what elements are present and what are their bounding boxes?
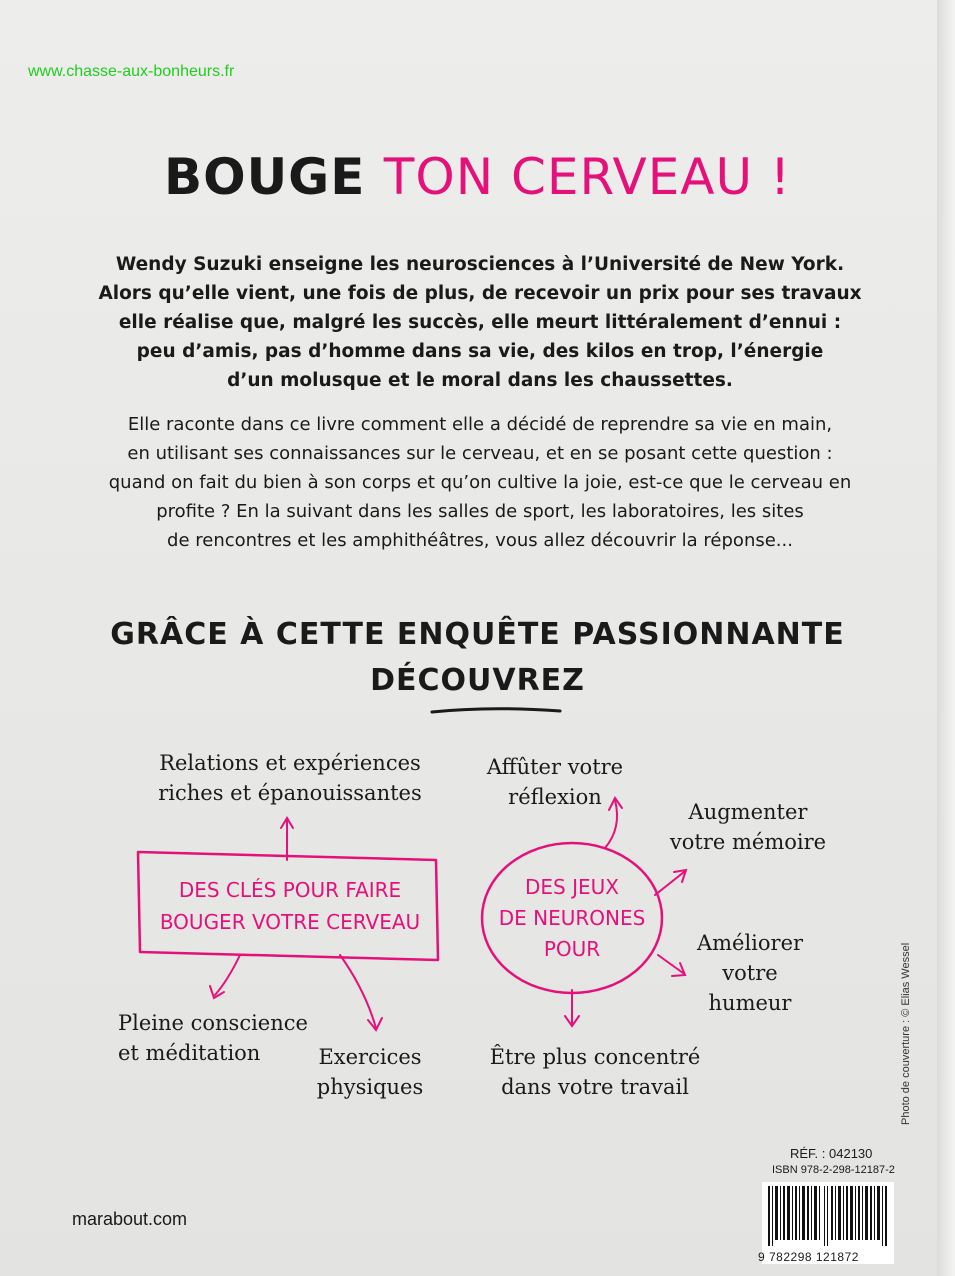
- item-line: Pleine conscience: [118, 1011, 308, 1035]
- left-box-line-2: BOUGER VOTRE CERVEAU: [159, 910, 421, 934]
- arrow-down-left: [215, 955, 240, 995]
- arrow-lower-right: [658, 955, 683, 973]
- item-exercises: [300, 1042, 440, 1102]
- item-mood: [690, 928, 810, 1018]
- heading-line-1: GRÂCE À CETTE ENQUÊTE PASSIONNANTE: [110, 617, 845, 652]
- intro-line: elle réalise que, malgré les succès, elle meurt littéralement d’ennui :: [118, 312, 842, 333]
- right-circle-line-3: POUR: [543, 937, 601, 961]
- body-line: en utilisant ses connaissances sur le cerveau, et en se posant cette question :: [127, 443, 833, 464]
- item-line: Affûter votre: [486, 755, 624, 779]
- intro-line: Wendy Suzuki enseigne les neurosciences à l’Université de New York.: [115, 254, 845, 275]
- right-circle-text: [492, 872, 652, 965]
- item-mindfulness: [118, 1008, 318, 1068]
- right-circle-line-1: DES JEUX: [525, 875, 619, 899]
- left-box-text: [150, 874, 430, 938]
- barcode-digits: 9 782298 121872: [758, 1250, 859, 1264]
- item-relations: [150, 748, 430, 808]
- intro-line: d’un molusque et le moral dans les chaussettes.: [227, 370, 733, 391]
- body-line: de rencontres et les amphithéâtres, vous allez découvrir la réponse...: [167, 530, 793, 551]
- item-line: Être plus concentré: [489, 1045, 701, 1069]
- item-line: votre mémoire: [669, 830, 827, 854]
- item-line: et méditation: [118, 1041, 261, 1065]
- right-circle-line-2: DE NEURONES: [498, 906, 646, 930]
- item-line: Exercices: [318, 1045, 422, 1069]
- arrow-down-right: [340, 955, 376, 1028]
- item-memory: [668, 797, 828, 857]
- body-line: profite ? En la suivant dans les salles de sport, les laboratoires, les sites: [156, 501, 804, 522]
- reference-block: [772, 1145, 895, 1179]
- intro-line: Alors qu’elle vient, une fois de plus, de recevoir un prix pour ses travaux: [98, 283, 862, 304]
- heading-underline: [432, 709, 560, 712]
- watermark-url[interactable]: www.chasse-aux-bonheurs.fr: [28, 63, 235, 80]
- isbn-number: ISBN 978-2-298-12187-2: [772, 1164, 895, 1176]
- arrow-upper-right: [655, 872, 684, 895]
- item-line: votre: [722, 961, 778, 985]
- item-line: humeur: [708, 991, 792, 1015]
- body-line: Elle raconte dans ce livre comment elle a décidé de reprendre sa vie en main,: [127, 414, 833, 435]
- item-reflection: [470, 752, 640, 812]
- item-line: physiques: [316, 1075, 424, 1099]
- body-line: quand on fait du bien à son corps et qu’on cultive la joie, est-ce que le cerveau en: [108, 472, 852, 493]
- left-box-line-1: DES CLÉS POUR FAIRE: [178, 878, 402, 902]
- title-part-1: BOUGE: [163, 148, 366, 206]
- heading-line-2: DÉCOUVREZ: [370, 663, 585, 698]
- item-line: Relations et expériences: [159, 751, 421, 775]
- barcode-bars: [762, 1182, 894, 1248]
- intro-line: peu d’amis, pas d’homme dans sa vie, des kilos en trop, l’énergie: [136, 341, 824, 362]
- ref-number: RÉF. : 042130: [790, 1146, 873, 1161]
- item-line: réflexion: [508, 785, 602, 809]
- photo-credit: Photo de couverture : © Elias Wessel: [900, 942, 912, 1125]
- title-part-2: TON CERVEAU !: [383, 148, 792, 206]
- item-line: riches et épanouissantes: [158, 781, 422, 805]
- item-line: Améliorer: [696, 931, 804, 955]
- publisher-website[interactable]: marabout.com: [72, 1209, 188, 1229]
- item-concentration: [480, 1042, 710, 1102]
- item-line: dans votre travail: [501, 1075, 689, 1099]
- item-line: Augmenter: [688, 800, 808, 824]
